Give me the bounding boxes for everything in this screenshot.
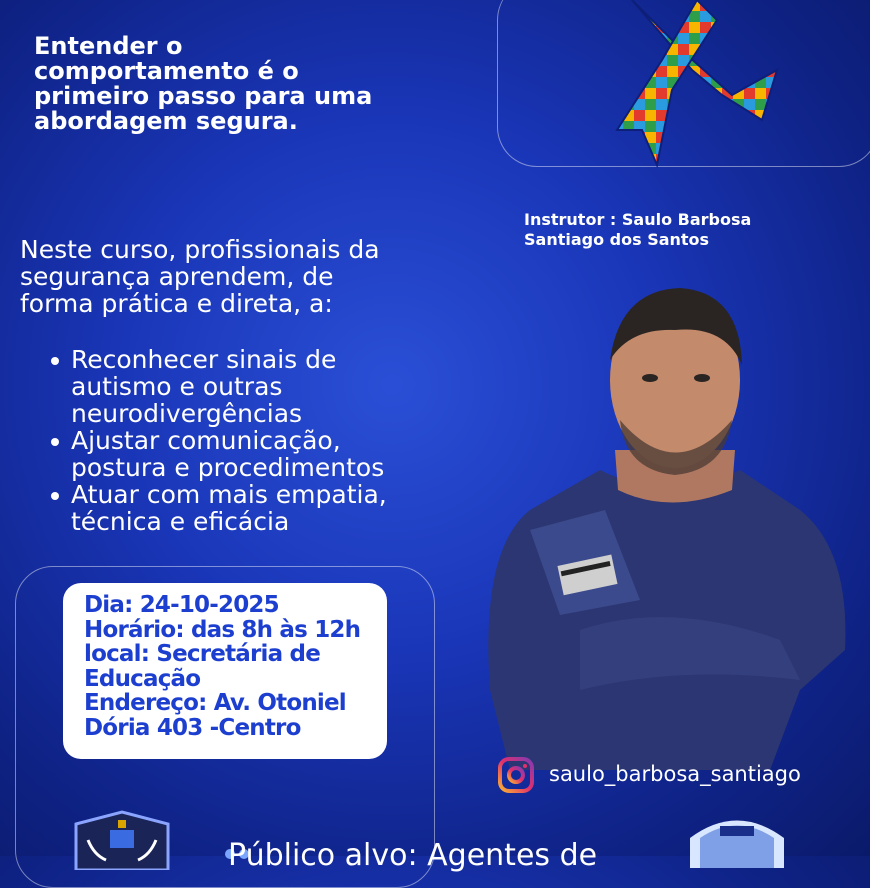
headline: Entender o comportamento é o primeiro passo para uma abordagem segura. (34, 32, 373, 135)
event-time: Horário: das 8h às 12h (84, 616, 361, 643)
guard-crest-icon (66, 810, 178, 870)
list-item: Reconhecer sinais de autismo e outras neurodivergências (48, 346, 468, 427)
instagram-icon (497, 756, 535, 794)
event-details (84, 593, 384, 740)
learning-goals-list (48, 346, 468, 535)
instagram-handle[interactable]: saulo_barbosa_santiago (549, 762, 801, 786)
municipal-badge-icon (680, 808, 794, 868)
instructor-name: Instrutor : Saulo Barbosa Santiago dos Santos (524, 210, 752, 249)
autism-awareness-ribbon-icon (612, 0, 782, 170)
course-intro: Neste curso, profissionais da segurança aprendem, de forma prática e direta, a: (20, 235, 380, 318)
event-address: Endereço: Av. Otoniel Dória 403 -Centro (84, 690, 346, 741)
target-audience-text: Público alvo: Agentes de (228, 838, 598, 873)
list-item: Ajustar comunicação, postura e procedimentos (48, 427, 468, 481)
event-place: local: Secretária de Educação (84, 641, 321, 692)
event-date: Dia: 24-10-2025 (84, 592, 279, 618)
list-item: Atuar com mais empatia, técnica e eficácia (48, 481, 468, 535)
instructor-photo (470, 270, 870, 770)
